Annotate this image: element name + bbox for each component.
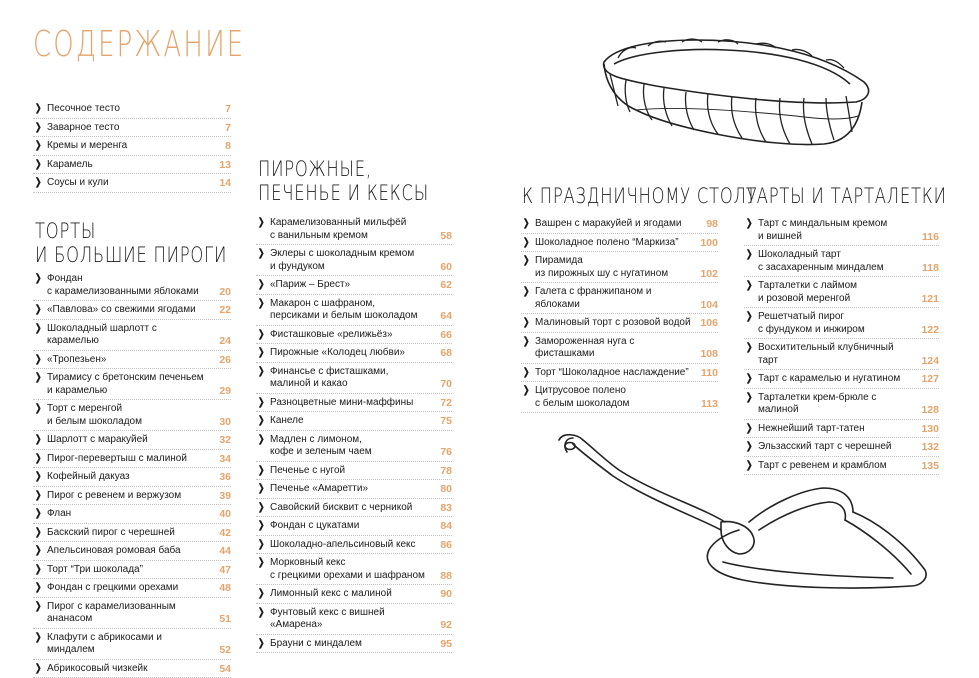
chevron-right-icon: ❯: [258, 434, 265, 447]
toc-entry: [33, 137, 231, 156]
chevron-right-icon: ❯: [258, 520, 265, 533]
toc-entry-title: Макарон с шафраном, персиками и белым шоколадом: [270, 298, 428, 323]
toc-entry-page: 118: [915, 262, 939, 275]
chevron-right-icon: ❯: [523, 317, 530, 330]
toc-entry-title: Тарт с миндальным кремом и вишней: [758, 218, 915, 243]
toc-entry-title: «Тропезьен»: [47, 354, 207, 367]
toc-list-cakes: [33, 270, 231, 678]
chevron-right-icon: ❯: [523, 218, 530, 231]
chevron-right-icon: ❯: [258, 607, 265, 620]
toc-entry-page: 13: [207, 159, 231, 172]
chevron-right-icon: ❯: [35, 434, 42, 447]
toc-entry-page: 32: [207, 434, 231, 447]
section-title-cakes: ТОРТЫ И БОЛЬШИЕ ПИРОГИ: [35, 219, 227, 267]
toc-entry-page: 72: [428, 397, 452, 410]
chevron-right-icon: ❯: [746, 249, 753, 262]
chevron-right-icon: ❯: [258, 366, 265, 379]
toc-entry-title: Малиновый торт с розовой водой: [535, 317, 694, 330]
toc-entry-title: Тарт с карамелью и нугатином: [758, 373, 915, 386]
chevron-right-icon: ❯: [258, 415, 265, 428]
toc-entry-title: Савойский бисквит с черникой: [270, 502, 428, 515]
toc-entry-title: Заварное тесто: [47, 122, 207, 135]
toc-entry-title: Соусы и кули: [47, 177, 207, 190]
toc-entry-page: 48: [207, 582, 231, 595]
toc-entry-title: Цитрусовое полено с белым шоколадом: [535, 385, 694, 410]
toc-entry-page: 122: [915, 324, 939, 337]
chevron-right-icon: ❯: [523, 237, 530, 250]
toc-entry-title: Вашрен с маракуйей и ягодами: [535, 218, 694, 231]
toc-entry: [33, 561, 231, 580]
toc-entry-page: 108: [694, 348, 718, 361]
toc-entry-title: Тирамису с бретонским печеньем и карамелью: [47, 372, 207, 397]
toc-entry-page: 90: [428, 588, 452, 601]
page-title: СОДЕРЖАНИЕ: [33, 24, 245, 65]
toc-entry-title: Морковный кекс с грецкими орехами и шафраном: [270, 557, 428, 582]
chevron-right-icon: ❯: [258, 588, 265, 601]
toc-entry: [33, 119, 231, 138]
toc-entry-title: Мадлен с лимоном, кофе и зеленым чаем: [270, 434, 428, 459]
toc-entry-title: Фондан с грецкими орехами: [47, 582, 207, 595]
toc-entry-title: Карамель: [47, 159, 207, 172]
toc-entry-title: Апельсиновая ромовая баба: [47, 545, 207, 558]
toc-entry-title: Замороженная нуга с фисташками: [535, 336, 694, 361]
toc-entry-title: Эльзасский тарт с черешней: [758, 441, 915, 454]
chevron-right-icon: ❯: [35, 354, 42, 367]
toc-entry-title: Канеле: [270, 415, 428, 428]
toc-entry-page: 62: [428, 279, 452, 292]
toc-entry-page: 84: [428, 520, 452, 533]
chevron-right-icon: ❯: [258, 502, 265, 515]
chevron-right-icon: ❯: [258, 279, 265, 292]
toc-entry: [744, 308, 939, 339]
toc-entry-page: 88: [428, 570, 452, 583]
toc-entry: [256, 326, 452, 345]
toc-entry-title: Кремы и меренга: [47, 140, 207, 153]
toc-entry-page: 22: [207, 304, 231, 317]
toc-entry: [256, 276, 452, 295]
toc-entry: [256, 604, 452, 635]
chevron-right-icon: ❯: [258, 217, 265, 230]
toc-entry-page: 36: [207, 471, 231, 484]
toc-entry: [33, 174, 231, 193]
toc-entry: [33, 320, 231, 351]
chevron-right-icon: ❯: [35, 140, 42, 153]
chevron-right-icon: ❯: [523, 336, 530, 349]
toc-list-pastries: [256, 214, 452, 653]
toc-entry-title: Печенье «Амаретти»: [270, 483, 428, 496]
toc-entry: [744, 339, 939, 370]
toc-entry-title: Восхитительный клубничный тарт: [758, 342, 915, 367]
chevron-right-icon: ❯: [258, 465, 265, 478]
toc-entry: [256, 412, 452, 431]
toc-entry: [33, 431, 231, 450]
toc-entry-title: Нежнейший тарт-татен: [758, 423, 915, 436]
toc-entry-title: Карамелизованный мильфёй с ванильным кремом: [270, 217, 428, 242]
toc-entry: [33, 400, 231, 431]
toc-entry-page: 20: [207, 286, 231, 299]
chevron-right-icon: ❯: [746, 218, 753, 231]
toc-entry: [33, 542, 231, 561]
toc-entry-title: Решетчатый пирог с фундуком и инжиром: [758, 311, 915, 336]
toc-entry-title: Фунтовый кекс с вишней «Амарена»: [270, 607, 428, 632]
toc-entry-page: 124: [915, 355, 939, 368]
section-title-festive: К ПРАЗДНИЧНОМУ СТОЛУ: [522, 184, 757, 208]
chevron-right-icon: ❯: [35, 582, 42, 595]
chevron-right-icon: ❯: [35, 527, 42, 540]
toc-entry: [33, 579, 231, 598]
chevron-right-icon: ❯: [746, 423, 753, 436]
toc-entry: [256, 363, 452, 394]
toc-entry-page: 113: [694, 398, 718, 411]
toc-entry: [256, 295, 452, 326]
chevron-right-icon: ❯: [35, 403, 42, 416]
toc-entry: [33, 270, 231, 301]
toc-entry: [256, 462, 452, 481]
toc-entry-page: 100: [694, 237, 718, 250]
toc-entry: [33, 301, 231, 320]
toc-entry-page: 24: [207, 335, 231, 348]
toc-entry-title: Пирог с карамелизованным ананасом: [47, 601, 207, 626]
toc-entry-page: 40: [207, 508, 231, 521]
toc-entry-title: Тарталетки крем-брюле с малиной: [758, 392, 915, 417]
toc-entry-page: 51: [207, 613, 231, 626]
toc-entry-title: Торт “Шоколадное наслаждение”: [535, 367, 694, 380]
toc-entry-page: 70: [428, 378, 452, 391]
chevron-right-icon: ❯: [35, 471, 42, 484]
toc-entry: [33, 351, 231, 370]
chevron-right-icon: ❯: [258, 638, 265, 651]
toc-entry-page: 110: [694, 367, 718, 380]
toc-entry: [744, 215, 939, 246]
toc-entry-page: 58: [428, 230, 452, 243]
chevron-right-icon: ❯: [258, 397, 265, 410]
chevron-right-icon: ❯: [258, 298, 265, 311]
chevron-right-icon: ❯: [35, 323, 42, 336]
toc-list-basics: [33, 100, 231, 193]
toc-entry: [256, 214, 452, 245]
toc-entry: [256, 394, 452, 413]
toc-entry-page: 83: [428, 502, 452, 515]
toc-entry-title: Фисташковые «релижьёз»: [270, 329, 428, 342]
toc-entry: [256, 554, 452, 585]
toc-entry-page: 7: [207, 122, 231, 135]
toc-list-festive: [521, 215, 718, 413]
toc-entry-page: 80: [428, 483, 452, 496]
chevron-right-icon: ❯: [746, 441, 753, 454]
chevron-right-icon: ❯: [258, 557, 265, 570]
toc-entry-title: Финансье с фисташками, малиной и какао: [270, 366, 428, 391]
toc-entry: [256, 585, 452, 604]
toc-entry-page: 86: [428, 539, 452, 552]
toc-entry-title: Тарт с ревенем и крамблом: [758, 460, 915, 473]
chevron-right-icon: ❯: [746, 280, 753, 293]
toc-entry-title: Песочное тесто: [47, 103, 207, 116]
pie-server-illustration: [553, 430, 933, 600]
toc-entry-page: 132: [915, 441, 939, 454]
toc-entry-title: Абрикосовый чизкейк: [47, 663, 207, 676]
toc-entry-title: Пирог с ревенем и вержузом: [47, 490, 207, 503]
toc-entry-page: 14: [207, 177, 231, 190]
toc-entry: [744, 277, 939, 308]
toc-entry-page: 66: [428, 329, 452, 342]
toc-entry: [33, 468, 231, 487]
toc-entry-page: 29: [207, 385, 231, 398]
chevron-right-icon: ❯: [258, 539, 265, 552]
chevron-right-icon: ❯: [35, 632, 42, 645]
chevron-right-icon: ❯: [746, 460, 753, 473]
toc-entry-title: Пирамида из пирожных шу с нугатином: [535, 255, 694, 280]
toc-entry-page: 68: [428, 347, 452, 360]
toc-entry-page: 44: [207, 545, 231, 558]
chevron-right-icon: ❯: [35, 122, 42, 135]
toc-entry-page: 64: [428, 310, 452, 323]
toc-entry-title: Торт с меренгой и белым шоколадом: [47, 403, 207, 428]
toc-entry: [256, 635, 452, 654]
chevron-right-icon: ❯: [746, 373, 753, 386]
section-title-tarts: ТАРТЫ И ТАРТАЛЕТКИ: [746, 184, 947, 208]
toc-entry-page: 76: [428, 446, 452, 459]
chevron-right-icon: ❯: [35, 601, 42, 614]
toc-entry-title: Лимонный кекс с малиной: [270, 588, 428, 601]
chevron-right-icon: ❯: [35, 564, 42, 577]
toc-entry: [33, 505, 231, 524]
chevron-right-icon: ❯: [35, 177, 42, 190]
chevron-right-icon: ❯: [746, 342, 753, 355]
toc-entry-title: Шоколадно-апельсиновый кекс: [270, 539, 428, 552]
toc-entry-title: Шарлотт с маракуйей: [47, 434, 207, 447]
toc-entry-page: 8: [207, 140, 231, 153]
toc-entry: [521, 382, 718, 413]
section-title-pastries: ПИРОЖНЫЕ, ПЕЧЕНЬЕ И КЕКСЫ: [258, 157, 429, 205]
chevron-right-icon: ❯: [258, 248, 265, 261]
toc-entry-title: «Париж – Брест»: [270, 279, 428, 292]
toc-entry-title: Фондан с карамелизованными яблоками: [47, 273, 207, 298]
toc-entry-page: 47: [207, 564, 231, 577]
toc-entry-title: Баскский пирог с черешней: [47, 527, 207, 540]
toc-entry: [33, 100, 231, 119]
toc-entry-page: 121: [915, 293, 939, 306]
toc-entry-page: 102: [694, 268, 718, 281]
toc-entry-page: 26: [207, 354, 231, 367]
toc-entry-title: Печенье с нугой: [270, 465, 428, 478]
toc-entry-page: 7: [207, 103, 231, 116]
toc-entry-page: 127: [915, 373, 939, 386]
chevron-right-icon: ❯: [35, 490, 42, 503]
toc-entry: [521, 234, 718, 253]
toc-entry: [33, 487, 231, 506]
toc-entry: [33, 598, 231, 629]
toc-entry-page: 135: [915, 460, 939, 473]
toc-entry: [521, 252, 718, 283]
chevron-right-icon: ❯: [258, 483, 265, 496]
toc-entry: [33, 524, 231, 543]
toc-entry-page: 42: [207, 527, 231, 540]
toc-entry-page: 130: [915, 423, 939, 436]
toc-entry-title: Разноцветные мини-маффины: [270, 397, 428, 410]
toc-entry-page: 39: [207, 490, 231, 503]
chevron-right-icon: ❯: [35, 372, 42, 385]
toc-entry-title: Шоколадный тарт с засахаренным миндалем: [758, 249, 915, 274]
toc-entry: [33, 156, 231, 175]
chevron-right-icon: ❯: [258, 329, 265, 342]
toc-entry: [744, 389, 939, 420]
toc-entry-page: 30: [207, 416, 231, 429]
chevron-right-icon: ❯: [523, 286, 530, 299]
toc-entry-page: 52: [207, 644, 231, 657]
chevron-right-icon: ❯: [523, 367, 530, 380]
toc-entry-title: Кофейный дакуаз: [47, 471, 207, 484]
toc-entry: [256, 431, 452, 462]
chevron-right-icon: ❯: [746, 392, 753, 405]
toc-entry-title: Шоколадное полено “Маркиза”: [535, 237, 694, 250]
toc-entry-page: 60: [428, 261, 452, 274]
toc-entry: [33, 450, 231, 469]
toc-entry-page: 34: [207, 453, 231, 466]
toc-entry-page: 75: [428, 415, 452, 428]
toc-entry: [33, 369, 231, 400]
chevron-right-icon: ❯: [523, 255, 530, 268]
toc-entry-page: 116: [915, 231, 939, 244]
toc-entry-title: Пирожные «Колодец любви»: [270, 347, 428, 360]
chevron-right-icon: ❯: [35, 508, 42, 521]
chevron-right-icon: ❯: [35, 273, 42, 286]
chevron-right-icon: ❯: [258, 347, 265, 360]
chevron-right-icon: ❯: [35, 103, 42, 116]
toc-entry-page: 54: [207, 663, 231, 676]
toc-entry: [256, 480, 452, 499]
toc-entry: [256, 499, 452, 518]
toc-entry-page: 95: [428, 638, 452, 651]
toc-entry-title: Шоколадный шарлотт с карамелью: [47, 323, 207, 348]
chevron-right-icon: ❯: [35, 545, 42, 558]
toc-entry-title: Эклеры с шоколадным кремом и фундуком: [270, 248, 428, 273]
chevron-right-icon: ❯: [746, 311, 753, 324]
toc-entry-title: «Павлова» со свежими ягодами: [47, 304, 207, 317]
toc-entry: [256, 517, 452, 536]
toc-entry: [521, 314, 718, 333]
tart-pan-illustration: [596, 36, 880, 154]
toc-entry-title: Тарталетки с лаймом и розовой меренгой: [758, 280, 915, 305]
chevron-right-icon: ❯: [35, 304, 42, 317]
chevron-right-icon: ❯: [35, 663, 42, 676]
chevron-right-icon: ❯: [35, 159, 42, 172]
toc-entry: [521, 333, 718, 364]
toc-entry: [521, 283, 718, 314]
toc-entry: [256, 536, 452, 555]
toc-entry-page: 104: [694, 299, 718, 312]
toc-entry: [33, 629, 231, 660]
toc-entry-page: 128: [915, 404, 939, 417]
toc-entry: [521, 215, 718, 234]
toc-entry-page: 92: [428, 619, 452, 632]
toc-entry-title: Брауни с миндалем: [270, 638, 428, 651]
toc-entry: [256, 344, 452, 363]
toc-entry-page: 106: [694, 317, 718, 330]
toc-entry-title: Галета с франжипаном и яблоками: [535, 286, 694, 311]
toc-entry-title: Клафути с абрикосами и миндалем: [47, 632, 207, 657]
chevron-right-icon: ❯: [523, 385, 530, 398]
chevron-right-icon: ❯: [35, 453, 42, 466]
toc-entry: [521, 364, 718, 383]
toc-entry-title: Флан: [47, 508, 207, 521]
toc-entry: [33, 660, 231, 678]
toc-entry-title: Пирог-перевертыш с малиной: [47, 453, 207, 466]
toc-entry: [744, 246, 939, 277]
toc-entry-page: 98: [694, 218, 718, 231]
toc-entry-title: Фондан с цукатами: [270, 520, 428, 533]
toc-entry: [256, 245, 452, 276]
toc-entry-title: Торт “Три шоколада”: [47, 564, 207, 577]
toc-entry-page: 78: [428, 465, 452, 478]
toc-entry: [744, 370, 939, 389]
